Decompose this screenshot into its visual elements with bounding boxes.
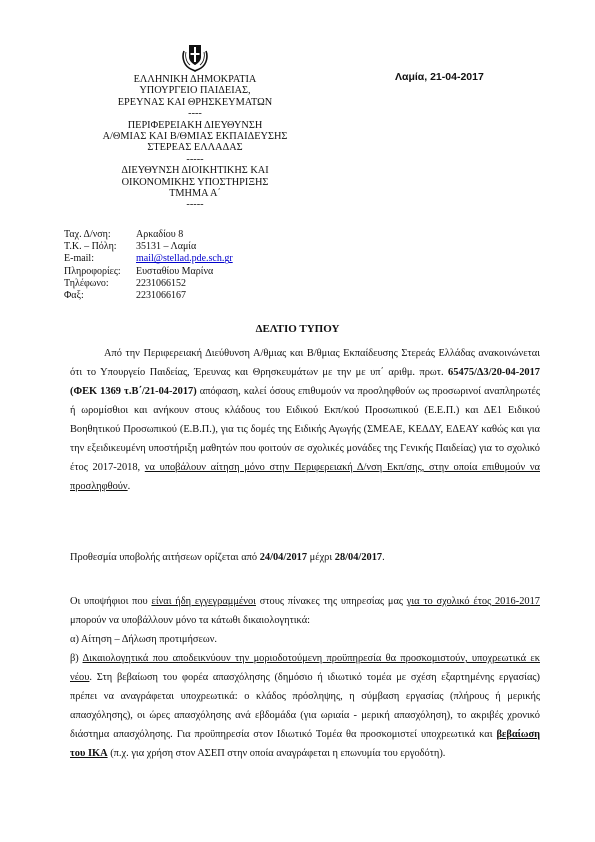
header-line: ΤΜΗΜΑ Α΄ (169, 188, 221, 200)
contact-block (64, 229, 233, 302)
header-line: ΣΤΕΡΕΑΣ ΕΛΛΑΔΑΣ (147, 142, 243, 154)
registered-note: είναι ήδη εγγεγραμμένοι (151, 596, 256, 607)
deadline-text: μέχρι (307, 552, 335, 563)
fax-value: 2231066167 (136, 290, 186, 302)
header-line: ΠΕΡΙΦΕΡΕΙΑΚΗ ΔΙΕΥΘΥΝΣΗ (127, 119, 263, 131)
application-instruction: να υποβάλουν αίτηση μόνο στην Περιφερειακή Δ/νση Εκπ/σης, στην οποία επιθυμούν να προσληφθούν (70, 462, 540, 492)
header-line: ΟΙΚΟΝΟΜΙΚΗΣ ΥΠΟΣΤΗΡΙΞΗΣ (121, 176, 269, 188)
contact-row-phone (64, 278, 233, 290)
header-line: ΥΠΟΥΡΓΕΙΟ ΠΑΙΔΕΙΑΣ, (139, 85, 251, 97)
contact-row-address (64, 229, 233, 241)
deadline-start-date: 24/04/2017 (259, 552, 308, 563)
list-marker: β) (70, 653, 83, 664)
deadline-paragraph (70, 548, 540, 567)
decision-reference: 65475/Δ3/20-04-2017 (ΦΕΚ 1369 τ.Β΄/21-04-2017) (70, 367, 540, 397)
email-link[interactable]: mail@stellad.pde.sch.gr (136, 253, 233, 265)
greek-coat-of-arms-icon (180, 42, 210, 72)
documents-text: (π.χ. για χρήση στον ΑΣΕΠ στην οποία αναγράφεται η επωνυμία του εργοδότη). (107, 748, 446, 759)
header-separator: ---- (188, 108, 202, 120)
documents-requirement: Δικαιολογητικά που αποδεικνύουν την μοριοδοτούμενη προϋπηρεσία θα προσκομιστούν, υποχρεωτικά εκ νέου (70, 653, 540, 683)
header-line: ΕΡΕΥΝΑΣ ΚΑΙ ΘΡΗΣΚΕΥΜΑΤΩΝ (117, 96, 273, 108)
header-line: Α/ΘΜΙΑΣ ΚΑΙ Β/ΘΜΙΑΣ ΕΚΠΑΙΔΕΥΣΗΣ (102, 131, 288, 143)
documents-text: . Στη βεβαίωση του φορέα απασχόλησης (δημόσιο ή ιδιωτικό τομέα με σχέση εξαρτημένης εργασίας) πρέπει να αναγράφεται υποχρεωτικά: ο κλάδος πρόσληψης, η σύμβαση εργασίας (πλήρους ή μερικής απασχόλησης), οι ώρες απασχόλησης ανά εβδομάδα (για ωριαία - μερική απασχόληση), το ακριβές χρονικό διάστημα απασχόλησης. Για προϋπηρεσία στον Ιδιωτικό Τομέα θα προσκομιστεί υποχρεωτικά και (70, 672, 540, 740)
deadline-text: Προθεσμία υποβολής αιτήσεων ορίζεται από (70, 552, 260, 563)
document-date: Λαμία, 21-04-2017 (395, 71, 484, 83)
announcement-paragraph (70, 344, 540, 496)
requirements-section (70, 592, 540, 763)
fax-label: Φαξ: (64, 290, 84, 302)
list-item-documents (70, 649, 540, 763)
city-value: 35131 – Λαμία (136, 241, 197, 253)
contact-row-fax (64, 290, 233, 302)
header-line: ΔΙΕΥΘΥΝΣΗ ΔΙΟΙΚΗΤΙΚΗΣ ΚΑΙ (121, 165, 269, 177)
school-year-note: για το σχολικό έτος 2016-2017 (406, 596, 540, 607)
city-label: Τ.Κ. – Πόλη: (64, 241, 117, 253)
requirements-text: Οι υποψήφιοι που (70, 596, 152, 607)
deadline-end-date: 28/04/2017 (334, 552, 383, 563)
requirements-text: στους πίνακες της υπηρεσίας μας (255, 596, 407, 607)
contact-row-email (64, 253, 233, 265)
ministry-header (80, 74, 310, 211)
email-label: E-mail: (64, 253, 94, 265)
ika-certificate: βεβαίωση του ΙΚΑ (70, 729, 540, 759)
header-separator: ----- (186, 199, 204, 211)
info-value: Ευσταθίου Μαρίνα (136, 265, 214, 277)
address-label: Ταχ. Δ/νση: (64, 229, 111, 240)
paragraph-text: απόφαση, καλεί όσους επιθυμούν να προσληφθούν ως προσωρινοί αναπληρωτές ή ωρομίσθιοι και ανήκουν στους κλάδους του Ειδικού Εκπ/κού Προσωπικού (Ε.Ε.Π.) και ΔΕ1 Ειδικού Βοηθητικού Προσωπικού (Ε.Β.Π.), για τις δομές της Ειδικής Αγωγής (ΣΜΕΑΕ, ΚΕΔΔΥ, ΕΔΕΑΥ καθώς και για την εξειδικευμένη υποστήριξη μαθητών που φοιτούν σε σχολικές μονάδες της Γενικής Παιδείας) για το σχολικό έτος 2017-2018, (70, 386, 540, 473)
phone-value: 2231066152 (136, 277, 186, 289)
paragraph-text: Από την Περιφερειακή Διεύθυνση Α/θμιας και Β/θμιας Εκπαίδευσης Στερεάς Ελλάδας ανακοινώνεται ότι το Υπουργείο Παιδείας, Έρευνας και Θρησκευμάτων με την με υπ΄ αριθμ. πρωτ. (70, 348, 540, 378)
address-value: Αρκαδίου 8 (136, 229, 184, 240)
list-item-application: α) Αίτηση – Δήλωση προτιμήσεων. (70, 634, 218, 645)
deadline-text: . (382, 552, 385, 563)
header-separator: ----- (186, 153, 204, 165)
contact-row-city (64, 241, 233, 253)
header-line: ΕΛΛΗΝΙΚΗ ΔΗΜΟΚΡΑΤΙΑ (133, 74, 257, 85)
page-title: ΔΕΛΤΙΟ ΤΥΠΟΥ (255, 323, 340, 335)
requirements-text: μπορούν να υποβάλλουν μόνο τα κάτωθι δικαιολογητικά: (70, 615, 311, 626)
paragraph-text: . (127, 481, 131, 492)
contact-row-info (64, 266, 233, 278)
info-label: Πληροφορίες: (64, 265, 121, 277)
phone-label: Τηλέφωνο: (64, 277, 109, 289)
